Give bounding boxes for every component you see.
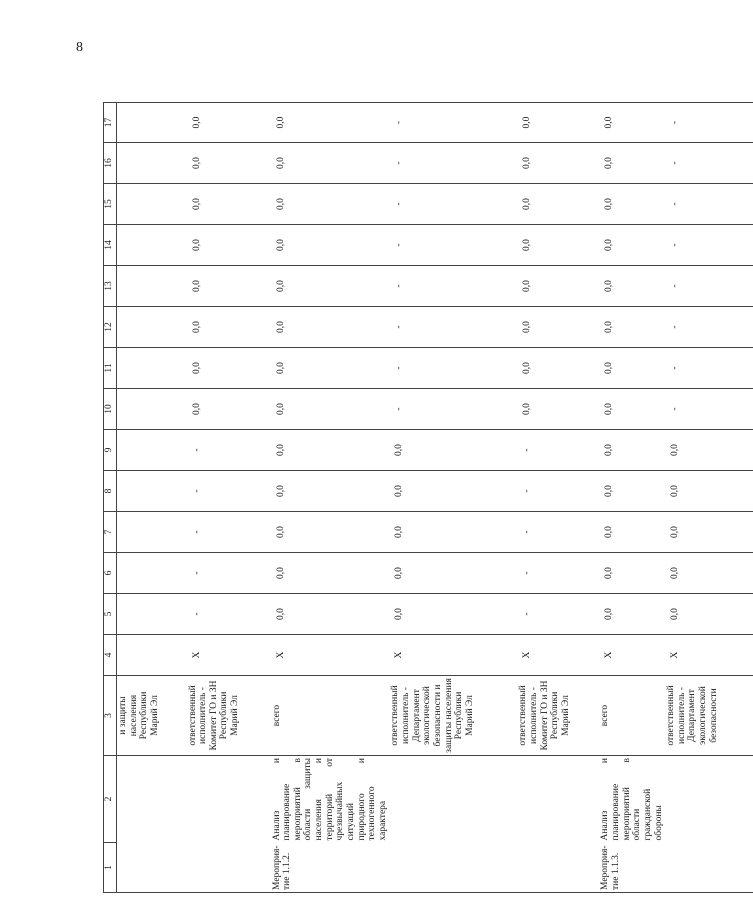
value-cell: 0,0 [599,553,665,594]
value-cell: 0,0 [599,471,665,512]
value-cell: 0,0 [187,389,271,430]
value-cell: 0,0 [517,143,599,184]
value-cell [117,143,187,184]
activity-number-cell [665,843,753,893]
executor-cell: ответственный исполнитель - Комитет ГО и ЗН Республики Марий Эл [517,676,599,756]
value-cell: 0,0 [389,553,517,594]
activity-name-cell [517,756,599,843]
value-cell [117,184,187,225]
value-cell: 0,0 [389,512,517,553]
column-header-14: 14 [104,225,117,266]
value-cell: - [187,553,271,594]
table-row [517,103,599,893]
value-cell: 0,0 [187,348,271,389]
value-cell [117,103,187,143]
value-cell: - [389,389,517,430]
value-cell: - [665,307,753,348]
table-row [117,103,187,893]
value-cell: - [187,471,271,512]
value-cell: 0,0 [389,430,517,471]
value-cell: X [665,635,753,676]
value-cell: 0,0 [187,266,271,307]
column-header-8: 8 [104,471,117,512]
value-cell: 0,0 [271,225,390,266]
value-cell: - [517,553,599,594]
value-cell: 0,0 [599,103,665,143]
value-cell: 0,0 [599,389,665,430]
value-cell: - [517,471,599,512]
value-cell: 0,0 [271,266,390,307]
page-number: 8 [76,40,83,55]
budget-table [103,102,753,893]
value-cell: 0,0 [271,143,390,184]
value-cell: 0,0 [187,225,271,266]
value-cell: - [517,512,599,553]
value-cell: - [389,348,517,389]
value-cell: 0,0 [187,307,271,348]
value-cell: 0,0 [599,266,665,307]
table-header [104,103,117,893]
value-cell: 0,0 [665,430,753,471]
value-cell [117,553,187,594]
column-header-11: 11 [104,348,117,389]
value-cell: 0,0 [271,184,390,225]
value-cell: 0,0 [517,307,599,348]
column-header-5: 5 [104,594,117,635]
value-cell [117,471,187,512]
value-cell: 0,0 [271,307,390,348]
value-cell [117,389,187,430]
column-header-15: 15 [104,184,117,225]
value-cell: 0,0 [599,225,665,266]
value-cell: X [599,635,665,676]
activity-name-cell: Анализ и планирование мероприятий в области защиты населения и территорий от чрезвычайных ситуаций природного и техногенного характера [271,756,390,843]
activity-name-cell [187,756,271,843]
value-cell: 0,0 [271,512,390,553]
value-cell: - [389,225,517,266]
value-cell: - [187,512,271,553]
activity-name-cell: Анализ и планирование мероприятий в области гражданской обороны [599,756,665,843]
value-cell: 0,0 [665,471,753,512]
value-cell [117,512,187,553]
value-cell: 0,0 [599,348,665,389]
column-header-6: 6 [104,553,117,594]
table-row [187,103,271,893]
column-header-7: 7 [104,512,117,553]
value-cell: - [389,143,517,184]
activity-number-cell [117,843,187,893]
column-header-17: 17 [104,103,117,143]
value-cell: 0,0 [599,143,665,184]
column-header-1: 1 [104,843,117,893]
value-cell [117,266,187,307]
value-cell: 0,0 [599,307,665,348]
activity-name-cell [389,756,517,843]
executor-cell: ответственный исполнитель - Комитет ГО и ЗН Республики Марий Эл [187,676,271,756]
value-cell: 0,0 [517,389,599,430]
value-cell: 0,0 [271,594,390,635]
table-body [117,103,753,893]
value-cell: 0,0 [599,594,665,635]
value-cell: 0,0 [271,103,390,143]
value-cell: - [389,103,517,143]
value-cell: 0,0 [271,389,390,430]
activity-number-cell: Мероприя-тие 1.1.2. [271,843,390,893]
value-cell: 0,0 [599,184,665,225]
header-row [104,103,117,893]
value-cell: - [665,103,753,143]
value-cell: - [665,266,753,307]
value-cell: 0,0 [187,184,271,225]
value-cell: 0,0 [517,225,599,266]
value-cell [117,635,187,676]
column-header-12: 12 [104,307,117,348]
value-cell: - [665,348,753,389]
value-cell: 0,0 [187,143,271,184]
value-cell: 0,0 [517,266,599,307]
value-cell [117,594,187,635]
value-cell: - [665,225,753,266]
value-cell: 0,0 [665,553,753,594]
value-cell: - [187,594,271,635]
activity-number-cell [187,843,271,893]
rotated-table-container [103,103,719,893]
value-cell: - [389,307,517,348]
column-header-3: 3 [104,676,117,756]
value-cell: 0,0 [389,471,517,512]
value-cell: 0,0 [599,430,665,471]
value-cell: 0,0 [517,184,599,225]
value-cell: 0,0 [665,512,753,553]
value-cell: X [271,635,390,676]
activity-number-cell [517,843,599,893]
table-row [271,103,390,893]
activity-name-cell [665,756,753,843]
activity-number-cell: Мероприя-тие 1.1.3. [599,843,665,893]
activity-name-cell [117,756,187,843]
value-cell: 0,0 [271,348,390,389]
value-cell: - [517,430,599,471]
value-cell: 0,0 [271,471,390,512]
value-cell: 0,0 [187,103,271,143]
value-cell: X [389,635,517,676]
executor-cell: всего [599,676,665,756]
column-header-16: 16 [104,143,117,184]
value-cell: - [665,143,753,184]
activity-number-cell [389,843,517,893]
value-cell [117,348,187,389]
value-cell [117,430,187,471]
executor-cell: всего [271,676,390,756]
executor-cell: и защиты населения Республики Марий Эл [117,676,187,756]
column-header-2: 2 [104,756,117,843]
value-cell: 0,0 [271,553,390,594]
value-cell: 0,0 [517,348,599,389]
table-row [665,103,753,893]
value-cell: - [665,184,753,225]
table-row [389,103,517,893]
table-row [599,103,665,893]
value-cell: 0,0 [599,512,665,553]
column-header-13: 13 [104,266,117,307]
column-header-9: 9 [104,430,117,471]
value-cell: 0,0 [271,430,390,471]
value-cell: X [187,635,271,676]
executor-cell: ответственный исполнитель - Департамент экологической безопасности [665,676,753,756]
value-cell: 0,0 [517,103,599,143]
value-cell: X [517,635,599,676]
value-cell [117,225,187,266]
value-cell [117,307,187,348]
value-cell: - [389,266,517,307]
value-cell: - [517,594,599,635]
value-cell: 0,0 [389,594,517,635]
value-cell: - [389,184,517,225]
column-header-10: 10 [104,389,117,430]
column-header-4: 4 [104,635,117,676]
executor-cell: ответственный исполнитель - Департамент экологической безопасности и защиты населения Республики Марий Эл [389,676,517,756]
value-cell: - [187,430,271,471]
value-cell: 0,0 [665,594,753,635]
value-cell: - [665,389,753,430]
